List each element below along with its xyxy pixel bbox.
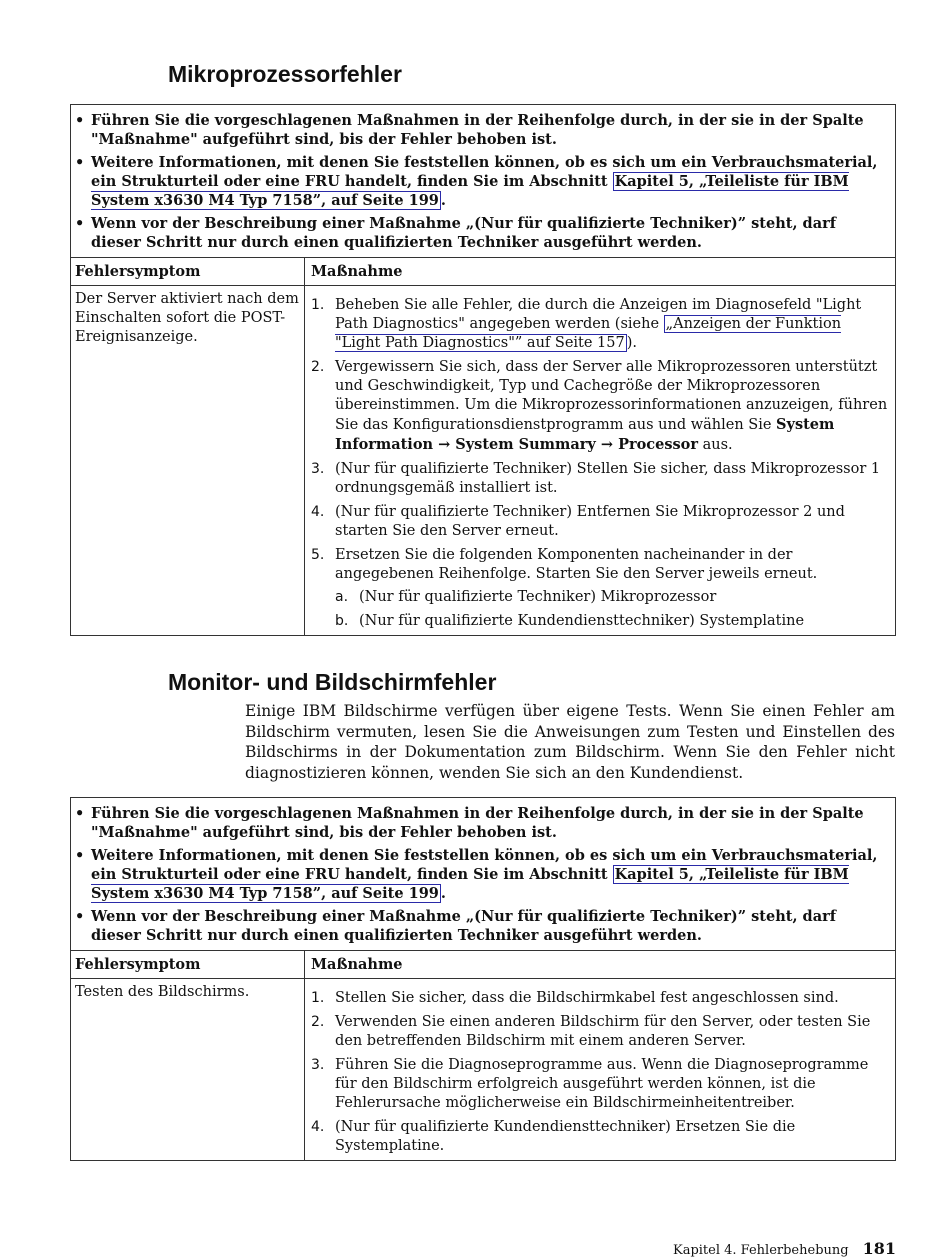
table-notes [71,798,895,950]
symptom-cell: Der Server aktiviert nach dem Einschalten sofort die POST-Ereignisanzeige. [71,286,305,635]
table-notes [71,105,895,257]
menu-path-item: System Information [335,416,835,453]
sub-step-letter: b. [335,613,349,629]
step-number: 5. [311,547,325,563]
table-header-row [71,257,895,285]
step [311,1013,889,1051]
step [311,503,889,541]
note-bullet [91,111,885,149]
page-number: 181 [862,1239,896,1258]
step [311,546,889,631]
step-number: 2. [311,359,325,375]
step [311,1118,889,1156]
sub-step [335,588,889,607]
section-title-microprocessor: Mikroprozessorfehler [168,61,402,87]
step-number: 3. [311,1057,325,1073]
note-text: . [440,192,446,209]
column-header-action: Maßnahme [311,263,403,280]
step [311,358,889,455]
step-text: Ersetzen Sie die folgenden Komponenten nacheinander in der angegebenen Reihenfolge. Starten Sie den Server jeweils erneut. [335,547,818,582]
step-text: Stellen Sie sicher, dass die Bildschirmkabel fest angeschlossen sind. [335,990,839,1006]
note-bullet [91,907,885,945]
step-number: 1. [311,297,325,313]
step-number: 2. [311,1014,325,1030]
parts-list-link[interactable]: Kapitel 5, „Teileliste für IBM System x3630 M4 Typ 7158”, auf Seite 199 [91,173,849,209]
step-text: Führen Sie die Diagnoseprogramme aus. Wenn die Diagnoseprogramme für den Bildschirm erfolgreich ausgeführt werden können, ist die Fehlerursache möglicherweise ein Bildschirmeinheitentreiber. [335,1057,869,1111]
symptom-cell: Testen des Bildschirms. [71,979,305,1160]
note-bullet [91,804,885,842]
step-text: (Nur für qualifizierte Techniker) Entfernen Sie Mikroprozessor 2 und starten Sie den Server erneut. [335,504,845,539]
action-steps [311,296,889,631]
step [311,989,889,1008]
table-row [71,978,895,1160]
step-text: Vergewissern Sie sich, dass der Server alle Mikroprozessoren unterstützt und Geschwindigkeit, Typ und Cachegröße der Mikroprozessoren übereinstimmen. Um die Mikroprozessorinformationen anzuzeigen, führen Sie das Konfigurationsdienstprogramm aus und wählen Sie [335,359,888,433]
step-text: Verwenden Sie einen anderen Bildschirm für den Server, oder testen Sie den betreffenden Bildschirm mit einem anderen Server. [335,1014,871,1049]
step-text: aus. [697,437,733,453]
parts-list-link[interactable]: Kapitel 5, „Teileliste für IBM System x3630 M4 Typ 7158”, auf Seite 199 [91,866,849,902]
note-text: Wenn vor der Beschreibung einer Maßnahme „(Nur für qualifizierte Techniker)” steht, darf dieser Schritt nur durch einen qualifizierten Techniker ausgeführt werden. [91,215,836,251]
note-text: Wenn vor der Beschreibung einer Maßnahme „(Nur für qualifizierte Techniker)” steht, darf dieser Schritt nur durch einen qualifizierten Techniker ausgeführt werden. [91,908,836,944]
sub-step-text: (Nur für qualifizierte Kundendiensttechniker) Systemplatine [359,613,805,629]
menu-path-item: Processor [618,436,698,453]
monitor-table [70,797,896,1161]
microprocessor-table [70,104,896,636]
sub-steps [335,588,889,631]
sub-step [335,612,889,631]
sub-step-text: (Nur für qualifizierte Techniker) Mikroprozessor [359,589,717,605]
section-title-monitor: Monitor- und Bildschirmfehler [168,669,497,695]
note-text: Weitere Informationen, mit denen Sie feststellen können, ob es sich um ein Verbrauchsmaterial, ein Strukturteil oder eine FRU handelt, finden Sie im Abschnitt [91,847,878,883]
step [311,460,889,498]
column-header-action: Maßnahme [311,956,403,973]
step-number: 4. [311,1119,325,1135]
column-header-symptom: Fehlersymptom [71,951,305,978]
note-bullet [91,153,885,210]
step-text: ). [626,335,638,351]
step-text: Beheben Sie alle Fehler, die durch die Anzeigen im Diagnosefeld "Light Path Diagnostics" angegeben werden (siehe [335,297,862,332]
note-text: Führen Sie die vorgeschlagenen Maßnahmen in der Reihenfolge durch, in der sie in der Spalte "Maßnahme" aufgeführt sind, bis der Fehler behoben ist. [91,805,864,841]
step [311,1056,889,1113]
sub-step-letter: a. [335,589,349,605]
action-cell [305,979,895,1160]
menu-arrow: → [595,436,619,453]
footer-chapter: Kapitel 4. Fehlerbehebung [672,1243,849,1258]
step-number: 1. [311,990,325,1006]
note-text: Führen Sie die vorgeschlagenen Maßnahmen in der Reihenfolge durch, in der sie in der Spalte "Maßnahme" aufgeführt sind, bis der Fehler behoben ist. [91,112,864,148]
monitor-intro-paragraph: Einige IBM Bildschirme verfügen über eigene Tests. Wenn Sie einen Fehler am Bildschirm vermuten, lesen Sie die Anweisungen zum Testen und Einstellen des Bildschirms in der Dokumentation zum Bildschirm. Wenn Sie den Fehler nicht diagnostizieren können, wenden Sie sich an den Kundendienst. [245,702,895,782]
step-text: (Nur für qualifizierte Kundendiensttechniker) Ersetzen Sie die Systemplatine. [335,1119,796,1154]
action-steps [311,989,889,1156]
menu-arrow: → [433,436,456,453]
light-path-link[interactable]: „Anzeigen der Funktion "Light Path Diagnostics"” auf Seite 157 [335,316,842,351]
action-cell [305,286,895,635]
note-bullet [91,214,885,252]
table-row [71,285,895,635]
menu-path-item: System Summary [455,436,596,453]
page-footer [673,1239,896,1260]
step [311,296,889,353]
step-number: 3. [311,461,325,477]
column-header-symptom: Fehlersymptom [71,258,305,285]
note-bullet [91,846,885,903]
step-text: (Nur für qualifizierte Techniker) Stellen Sie sicher, dass Mikroprozessor 1 ordnungsgemäß installiert ist. [335,461,881,496]
note-text: . [440,885,446,902]
note-text: Weitere Informationen, mit denen Sie feststellen können, ob es sich um ein Verbrauchsmaterial, ein Strukturteil oder eine FRU handelt, finden Sie im Abschnitt [91,154,878,190]
step-number: 4. [311,504,325,520]
table-header-row [71,950,895,978]
